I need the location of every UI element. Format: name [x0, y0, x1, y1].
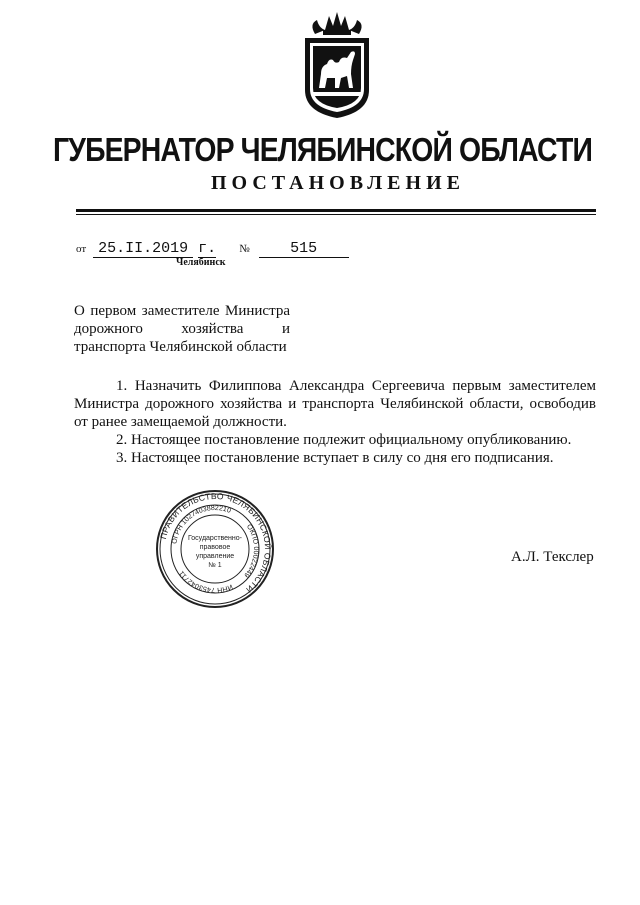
subject-line: транспорта Челябинской области — [74, 339, 287, 355]
stamp-center-line: № 1 — [208, 562, 222, 569]
signer-name: А.Л. Текслер — [511, 549, 594, 565]
document-type: ПОСТАНОВЛЕНИЕ — [211, 172, 465, 194]
issuer-title: ГУБЕРНАТОР ЧЕЛЯБИНСКОЙ ОБЛАСТИ — [53, 131, 592, 168]
stamp-ogrn: ОГРН 1027403882210 — [171, 504, 232, 545]
subject-line: О первом заместителе Министра — [74, 303, 290, 319]
stamp-center-line: управление — [195, 553, 235, 560]
document-number: 515 — [259, 240, 349, 258]
official-stamp — [155, 488, 275, 610]
document-date: 25.II.2019 — [93, 240, 193, 258]
header-divider-thin — [76, 214, 596, 215]
number-label: № — [239, 243, 250, 255]
subject-line: дорожного хозяйства и — [74, 321, 290, 337]
registration-line — [76, 240, 349, 258]
paragraph: 3. Настоящее постановление вступает в силу со дня его подписания. — [116, 450, 554, 466]
header-divider-thick — [76, 209, 596, 212]
chelyabinsk-coat-of-arms-icon — [295, 8, 379, 120]
paragraph: 1. Назначить Филиппова Александра Сергеевича первым заместителем Министра дорожного хозяйства и транспорта Челябинской области, освободив от ранее замещаемой должности. — [74, 378, 596, 430]
stamp-center-line: правовое — [199, 544, 231, 551]
paragraph: 2. Настоящее постановление подлежит официальному опубликованию. — [116, 432, 572, 448]
from-label: от — [76, 243, 87, 255]
stamp-outer-text: ПРАВИТЕЛЬСТВО ЧЕЛЯБИНСКОЙ ОБЛАСТИ — [158, 490, 274, 596]
stamp-inn: ИНН 7453042711 — [178, 569, 234, 594]
document-body — [74, 377, 596, 467]
stamp-okpo: ОКПО 00022449 — [242, 523, 260, 579]
document-subject — [74, 302, 290, 356]
stamp-center-line: Государственно- — [187, 535, 243, 542]
year-suffix: г. — [198, 240, 217, 257]
city: Челябинск — [176, 257, 226, 268]
